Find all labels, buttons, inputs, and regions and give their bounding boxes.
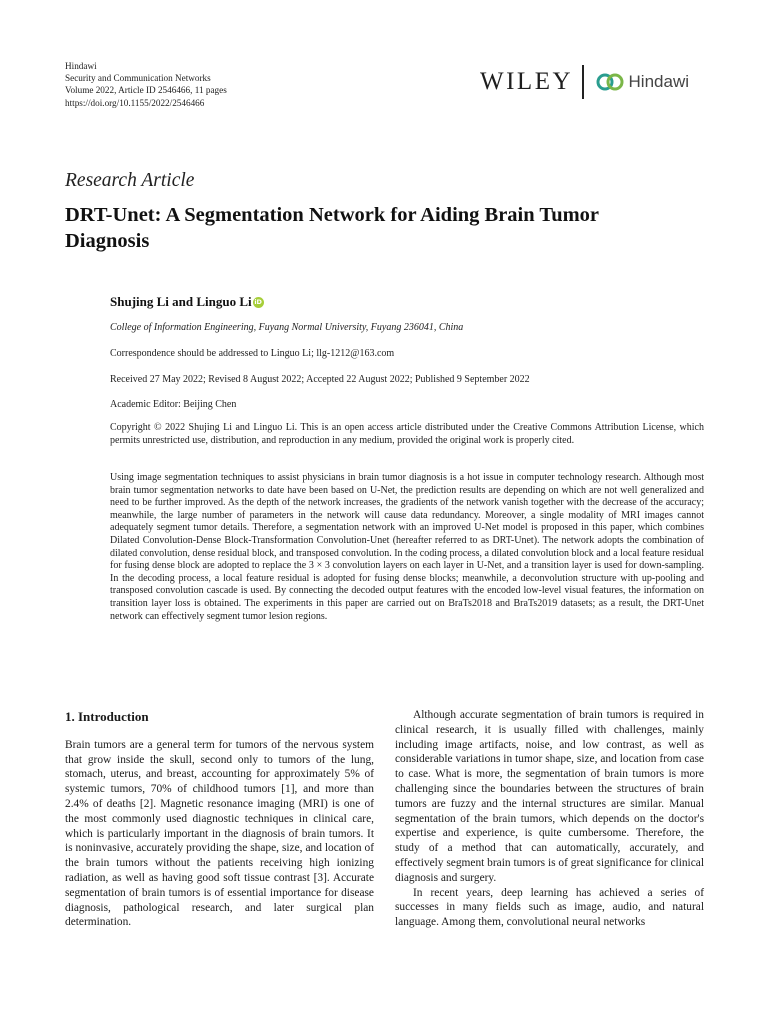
left-column — [65, 708, 374, 930]
affiliation: College of Information Engineering, Fuyang Normal University, Fuyang 236041, China — [110, 322, 464, 333]
wiley-logo: WILEY — [480, 68, 574, 95]
publisher-name: Hindawi — [65, 61, 97, 71]
article-type: Research Article — [65, 170, 195, 191]
logo-divider — [582, 65, 584, 99]
intro-paragraph-2: Although accurate segmentation of brain tumors is required in clinical research, it is usually filled with challenges, mainly including image artifacts, noise, and low contrast, as well as considerable variations in tumor shape, size, and location from case to case. What is more, the segmentation of brain tumors is more challenging since the boundaries between the structures of brain tumors are fuzzy and the internal structures are similar. Manual segmentation of the brain tumors, which depends on the doctor's expertise and experience, is quite cumbersome. Therefore, the study of a method that can automatically, accurately, and effectively segment brain tumors is of great significance for clinical diagnosis and surgery. — [395, 709, 704, 884]
volume-info: Volume 2022, Article ID 2546466, 11 pages — [65, 85, 227, 96]
publisher-logos — [480, 62, 689, 102]
hindawi-rings-icon — [595, 72, 625, 92]
authors-line — [110, 294, 264, 310]
academic-editor: Academic Editor: Beijing Chen — [110, 399, 237, 410]
doi-link[interactable]: https://doi.org/10.1155/2022/2546466 — [65, 97, 205, 108]
copyright-notice: Copyright © 2022 Shujing Li and Linguo Li. This is an open access article distributed under the Creative Commons Attribution License, which permits unrestricted use, distribution, and reproduction in any medium, provided the original work is properly cited. — [110, 422, 704, 446]
publication-info — [65, 60, 227, 109]
correspondence: Correspondence should be addressed to Linguo Li; llg-1212@163.com — [110, 348, 395, 359]
article-dates: Received 27 May 2022; Revised 8 August 2022; Accepted 22 August 2022; Published 9 September 2022 — [110, 374, 530, 385]
intro-paragraph-3: In recent years, deep learning has achieved a series of successes in many fields such as image, audio, and natural language. Among them, convolutional neural networks — [395, 886, 704, 929]
orcid-icon[interactable]: iD — [254, 297, 262, 306]
section-heading-introduction: 1. Introduction — [65, 709, 149, 724]
right-column — [395, 708, 704, 930]
intro-paragraph-1: Brain tumors are a general term for tumors of the nervous system that grow inside the skull, second only to tumors of the lung, stomach, uterus, and breast, accounting for approximately 5% of systemic tumors, 70% of childhood tumors [1], and more than 2.4% of deaths [2]. Magnetic resonance imaging (MRI) is one of the most commonly used diagnostic techniques in clinical care, which is particularly important in the diagnosis of brain tumors. It is noninvasive, accurately providing the shape, size, and location of the brain tumors without the patients receiving high ionizing radiation, as well as having good soft tissue contrast [3]. Accurate segmentation of brain tumors is of essential importance for disease diagnosis, pathological research, and later surgical plan determination. — [65, 738, 374, 929]
hindawi-logo-text: Hindawi — [628, 72, 690, 91]
abstract: Using image segmentation techniques to assist physicians in brain tumor diagnosis is a hot issue in computer technology research. Although most brain tumor segmentation networks to date have been based on U-Net, the prediction results are depending on which are not well generalized and need to be further improved. As the depth of the network increases, the gradients of the network vanish together with the decrease of the accuracy; meanwhile, the large number of parameters in the network will cause data redundancy. Moreover, a single modality of MRI images cannot adequately segment tumor details. Therefore, a segmentation network with an improved U-Net model is proposed in this paper, which combines Dilated Convolution-Dense Block-Transformation Convolution-Unet (hereafter referred to as DRT-Unet). The network adopts the combination of dilated convolution, dense residual block, and transposed convolution. In the coding process, a dilated convolution block and a local feature residual for fusing dense block are adopted to replace the 3 × 3 convolution layers on each layer in U-Net, and a transition layer is used for down-sampling. In the decoding process, a local feature residual is adopted for fusing dense blocks; meanwhile, a deconvolution structure with up-pooling and transposed convolution cascade is used. By connecting the decoded output features with the encoded low-level visual features, the information on transition layer loss is obtained. The experiments in this paper are carried out on BraTs2018 and BraTs2019 datasets; as a result, the DRT-Unet network can effectively segment tumor lesion regions. — [110, 472, 704, 622]
author-names: Shujing Li and Linguo Li — [110, 294, 252, 309]
journal-name: Security and Communication Networks — [65, 73, 211, 84]
article-title: DRT-Unet: A Segmentation Network for Aiding Brain Tumor Diagnosis — [65, 204, 599, 252]
